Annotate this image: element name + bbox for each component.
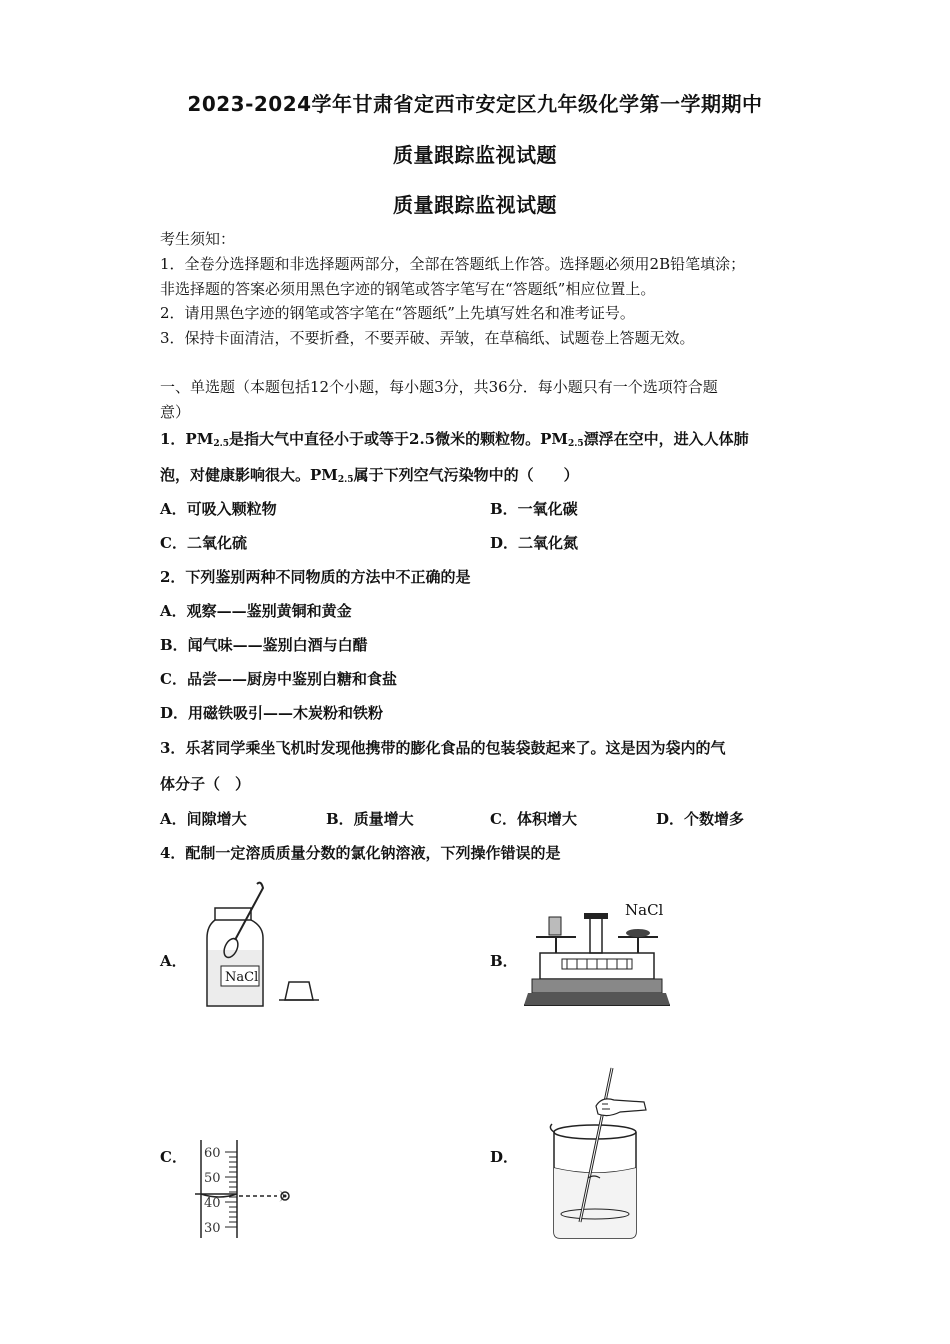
question-4-label-c: C．	[160, 1148, 187, 1166]
question-1-option-d: D．二氧化氮	[490, 534, 579, 552]
page-title: 2023-2024学年甘肃省定西市安定区九年级化学第一学期期中	[187, 92, 763, 116]
question-3-option-c: C．体积增大	[490, 810, 577, 828]
question-3-option-b: B．质量增大	[326, 810, 414, 828]
question-2-option-d: D．用磁铁吸引——木炭粉和铁粉	[160, 704, 384, 722]
figure-c-tick-40: 40	[204, 1196, 221, 1211]
question-1-option-a: A．可吸入颗粒物	[160, 500, 277, 518]
page-subtitle: 质量跟踪监视试题	[393, 143, 557, 167]
figure-c-graduated-cylinder	[195, 1138, 305, 1242]
figure-c-tick-50: 50	[204, 1171, 221, 1186]
question-4-label-b: B．	[490, 952, 518, 970]
question-3-option-a: A．间隙增大	[160, 810, 247, 828]
page-subtitle-repeat: 质量跟踪监视试题	[393, 193, 557, 217]
figure-b-balance	[522, 895, 672, 1010]
question-3-option-d: D．个数增多	[656, 810, 745, 828]
notice-item-1b: 非选择题的答案必须用黑色字迹的钢笔或答字笔写在“答题纸”相应位置上。	[160, 280, 656, 298]
notice-item-3: 3．保持卡面清洁，不要折叠，不要弄破、弄皱，在草稿纸、试题卷上答题无效。	[160, 329, 695, 347]
figure-b-label-nacl: NaCl	[625, 901, 664, 919]
figure-c-tick-30: 30	[204, 1221, 221, 1236]
question-4-label-d: D．	[490, 1148, 519, 1166]
question-2-option-c: C．品尝——厨房中鉴别白糖和食盐	[160, 670, 397, 688]
figure-a-label-nacl: NaCl	[225, 970, 259, 985]
question-1-option-b: B．一氧化碳	[490, 500, 578, 518]
question-3-stem-line1: 3．乐茗同学乘坐飞机时发现他携带的膨化食品的包装袋鼓起来了。这是因为袋内的气	[160, 739, 726, 757]
section-heading-line1: 一、单选题（本题包括12个小题，每小题3分，共36分．每小题只有一个选项符合题	[160, 378, 718, 396]
question-1-option-c: C．二氧化硫	[160, 534, 247, 552]
question-4-stem: 4．配制一定溶质质量分数的氯化钠溶液，下列操作错误的是	[160, 844, 561, 862]
question-1-stem-line2: 泡，对健康影响很大。$PM_{2.5}$属于下列空气污染物中的（ ）	[160, 466, 579, 485]
question-2-option-b: B．闻气味——鉴别白酒与白醋	[160, 636, 368, 654]
question-1-stem-line1: 1．$PM_{2.5}$是指大气中直径小于或等于2.5微米的颗粒物。$PM_{2.5}$漂浮在空中，进入人体肺	[160, 430, 749, 449]
question-2-stem: 2．下列鉴别两种不同物质的方法中不正确的是	[160, 568, 471, 586]
notice-item-2: 2．请用黑色字迹的钢笔或答字笔在“答题纸”上先填写姓名和准考证号。	[160, 304, 635, 322]
section-heading-line2: 意）	[160, 403, 191, 421]
question-3-stem-line2: 体分子（ ）	[160, 775, 251, 793]
notice-item-1a: 1．全卷分选择题和非选择题两部分，全部在答题纸上作答。选择题必须用2B铅笔填涂；	[160, 255, 746, 273]
figure-d-beaker-stirring	[548, 1062, 650, 1242]
figure-a-reagent-bottle	[195, 878, 330, 1010]
notice-heading: 考生须知：	[160, 230, 236, 248]
question-4-label-a: A．	[160, 952, 187, 970]
question-2-option-a: A．观察——鉴别黄铜和黄金	[160, 602, 352, 620]
figure-c-tick-60: 60	[204, 1146, 221, 1161]
